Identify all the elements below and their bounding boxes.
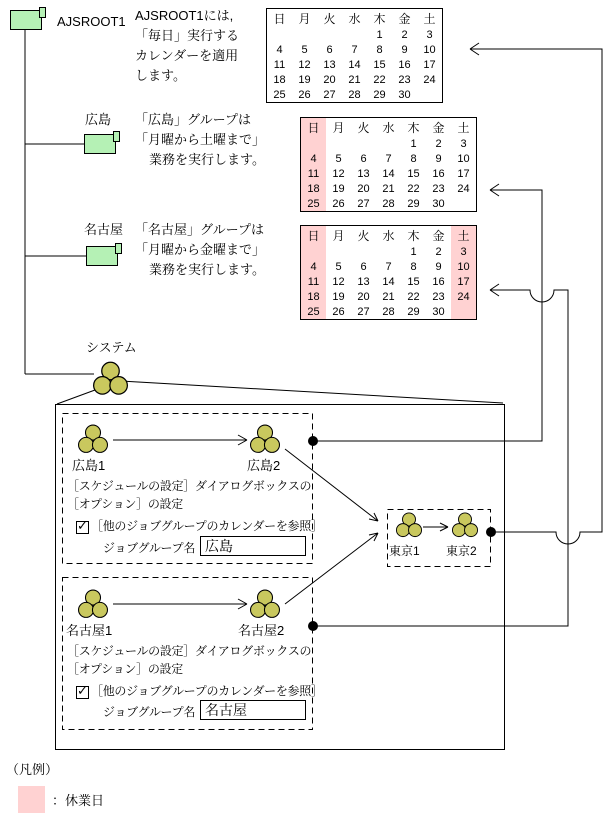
ajsroot1-folder-icon (10, 10, 42, 30)
hiroshima-settings-text: ［スケジュールの設定］ダイアログボックスの ［オプション］の設定 (67, 479, 312, 511)
hiroshima-group-label: 広島 (85, 112, 112, 127)
connector-tokyo-to-ajsroot-calendar (470, 43, 602, 544)
hiroshima1-label: 広島1 (72, 458, 106, 473)
tokyo2-jobnet-icon (452, 512, 478, 538)
arrow-nagoya1-to-nagoya2 (113, 599, 247, 609)
tree-trunk-line (25, 29, 94, 374)
tokyo2-label: 東京2 (446, 544, 477, 558)
hiroshima1-jobnet-icon (78, 424, 108, 454)
connector-nagoya-to-calendar (313, 284, 568, 626)
ajsroot1-label: AJSROOT1 (57, 14, 126, 29)
hiroshima2-label: 広島2 (247, 458, 281, 473)
nagoya-jobgroup-field-label: ジョブグループ名 (103, 705, 196, 719)
nagoya2-jobnet-icon (250, 589, 280, 619)
nagoya-settings-text: ［スケジュールの設定］ダイアログボックスの ［オプション］の設定 (67, 644, 312, 676)
hiroshima-calendar-ref-checkbox[interactable] (76, 521, 89, 534)
calendar-ajsroot1: 日 月 火 水 木 金 土 1 2 3 4 5 6 7 8 9 10 11 12 13 14 15 16 17 18 19 20 21 22 23 24 25 26 27 28 29 30 (266, 8, 443, 103)
nagoya-junction-dot (309, 622, 318, 631)
nagoya2-label: 名古屋2 (238, 623, 285, 638)
nagoya-group-label: 名古屋 (84, 222, 124, 237)
tokyo1-label: 東京1 (389, 544, 420, 558)
hiroshima-checkbox-label: ［他のジョブグループのカレンダーを参照］ (91, 519, 323, 533)
nagoya-jobgroup-name-field[interactable]: 名古屋 (200, 700, 306, 720)
calendar-nagoya: 日 月 火 水 木 金 土 1 2 3 4 5 6 7 8 9 10 11 12 13 14 15 16 17 18 19 20 21 22 23 24 25 26 27 28 29 30 (300, 225, 477, 320)
calendar-hiroshima: 日 月 火 水 木 金 土 1 2 3 4 5 6 7 8 9 10 11 12 13 14 15 16 17 18 19 20 21 22 23 24 25 26 27 28 29 30 (300, 117, 477, 212)
system-jobnet-icon (93, 361, 128, 396)
arrow-hiroshima1-to-hiroshima2 (113, 435, 247, 445)
hiroshima-junction-dot (309, 437, 318, 446)
tokyo1-jobnet-icon (396, 512, 422, 538)
nagoya-checkbox-label: ［他のジョブグループのカレンダーを参照］ (91, 684, 323, 698)
hiroshima2-jobnet-icon (250, 424, 280, 454)
hiroshima-jobgroup-name-field[interactable]: 広島 (200, 536, 306, 556)
legend-title: （凡例） (6, 762, 59, 777)
tokyo-junction-dot (487, 528, 496, 537)
legend-holiday-label: ：休業日 (52, 793, 105, 808)
arrow-tokyo1-to-tokyo2 (423, 523, 448, 531)
hiroshima-folder-icon (84, 134, 116, 154)
ajsroot1-description: AJSROOT1には, 「毎日」実行する カレンダーを適用 します。 (135, 8, 240, 83)
system-label: システム (86, 340, 137, 355)
nagoya-description: 「名古屋」グループは 「月曜から金曜まで」 業務を実行します。 (135, 222, 266, 277)
hiroshima-description: 「広島」グループは 「月曜から土曜まで」 業務を実行します。 (135, 112, 266, 167)
nagoya1-jobnet-icon (78, 589, 108, 619)
nagoya-folder-icon (86, 246, 118, 266)
nagoya1-label: 名古屋1 (66, 623, 113, 638)
legend-holiday-swatch (18, 786, 45, 813)
nagoya-calendar-ref-checkbox[interactable] (76, 686, 89, 699)
hiroshima-jobgroup-field-label: ジョブグループ名 (103, 541, 196, 555)
